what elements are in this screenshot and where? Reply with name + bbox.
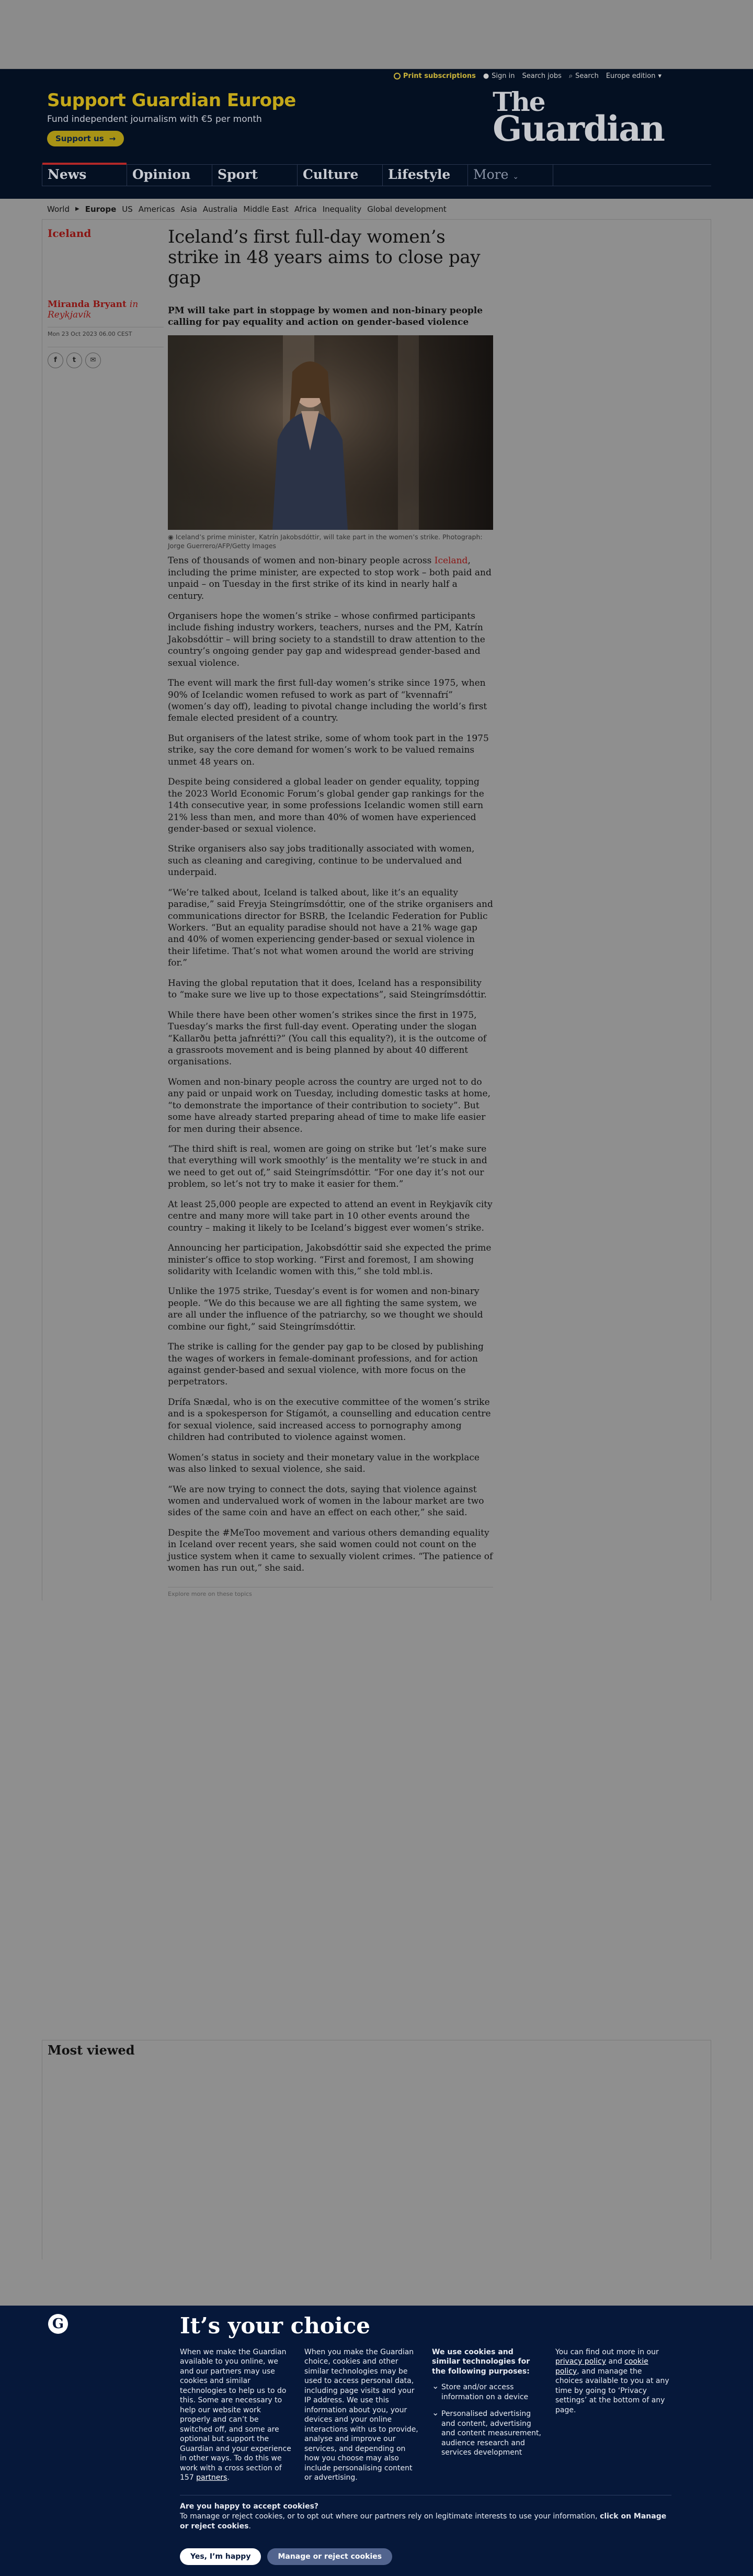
paragraph: Drífa Snædal, who is on the executive committee of the women’s strike and is a spokesperson for Stígamót, a counselling and education centre for sexual violence, said increased access to pornography among children had contributed to violence against women. [168, 1397, 491, 1443]
most-viewed-heading: Most viewed [48, 2042, 135, 2058]
article-meta-column [42, 220, 168, 247]
consent-title: It’s your choice [180, 2313, 371, 2339]
hero-photo-svg [168, 335, 493, 530]
top-links [394, 72, 661, 80]
nav-item-opinion[interactable]: Opinion [127, 165, 212, 186]
subnav-world[interactable]: World [47, 204, 70, 214]
paragraph: “We’re talked about, Iceland is talked about, like it’s an equality paradise,” said Freyja Steingrímsdóttir, one of the strike organisers and communications director for BSRB, the Icelandic Federation for Public Workers. “But an equality paradise should not have a 21% wage gap and 40% of women experiencing gender-based or sexual violence in their lifetime. That’s not what women around the world are striving for.” [168, 887, 493, 969]
most-viewed-section [42, 2040, 711, 2260]
cookie-policy-link[interactable]: cookie policy [555, 2357, 648, 2376]
subnav-global-development[interactable]: Global development [367, 204, 447, 214]
paragraph: “We are now trying to connect the dots, saying that violence against women and undervalued work of women in the labour market are two sides of the same coin and have an effect on each other,” she said. [168, 1484, 484, 1518]
top-ad-slot [0, 0, 753, 69]
ad-slot-1 [42, 1601, 711, 1731]
edition-selector[interactable]: Europe edition ▾ [606, 72, 661, 80]
paragraph: Announcing her participation, Jakobsdóttir said she expected the prime minister’s office to stop working. “First and foremost, I am showing solidarity with Icelandic women with this,” she told mbl.is. [168, 1243, 492, 1277]
share-buttons [48, 347, 164, 368]
nav-item-culture[interactable]: Culture [298, 165, 383, 186]
subnav-australia[interactable]: Australia [202, 204, 238, 214]
main-nav [42, 164, 711, 186]
topics-label: Explore more on these topics [168, 1587, 493, 1597]
camera-icon: ◉ [168, 533, 174, 541]
paragraph-1: Tens of thousands of women and non-binary people across Iceland, including the prime minister, are expected to stop work – both paid and unpaid – on Tuesday in the first strike of its kind in nearly half a century. [168, 555, 492, 602]
paragraph: Women’s status in society and their monetary value in the workplace was also linked to sexual violence, she said. [168, 1452, 480, 1475]
paragraph: “The third shift is real, women are going on strike but ‘let’s make sure that everything will work smoothly’ is the mentality we’re stuck in and we need to get out of,” said Steingrímsdóttir. “For one day it’s not our problem, so let’s not try to make it easier for them.” [168, 1144, 487, 1190]
paragraph: Unlike the 1975 strike, Tuesday’s event is for women and non-binary people. “We do this because we are all fighting the same system, we are all under the influence of the patriarchy, so we thought we should combine our fight,” said Steingrímsdóttir. [168, 1286, 483, 1332]
search-jobs-link[interactable]: Search jobs [522, 72, 562, 80]
paragraph: While there have been other women’s strikes since the first in 1975, Tuesday’s marks the first full-day event. Operating under the slogan “Kallarðu þetta jafnrétti?” (You call this equality?), it is the outcome of a grassroots movement and is being planned by about 40 different organisations. [168, 1009, 487, 1068]
chevron-down-icon: ⌄ [512, 173, 519, 181]
subnav-europe[interactable]: Europe [85, 204, 117, 214]
paragraph: But organisers of the latest strike, some of whom took part in the 1975 strike, say the core demand for women’s work to be valued remains unmet 48 years on. [168, 733, 489, 767]
accept-question: Are you happy to accept cookies? [180, 2502, 319, 2511]
partners-link[interactable]: partners [196, 2473, 227, 2482]
subnav-africa[interactable]: Africa [294, 204, 317, 214]
support-us-button[interactable]: Support us → [47, 131, 124, 146]
article-container [42, 220, 711, 1601]
ad-slot-3 [42, 1862, 711, 2040]
accept-cookies-button[interactable]: Yes, I’m happy [180, 2548, 261, 2565]
byline [48, 299, 164, 368]
hero-image[interactable] [168, 335, 493, 530]
paragraph: Women and non-binary people across the country are urged not to do any paid or unpaid work on Tuesday, including domestic tasks at home, “to demonstrate the importance of their contribution to society”. But some have already started preparing ahead of time to make life easier for men during their absence. [168, 1076, 491, 1134]
arrow-right-icon: → [109, 134, 116, 143]
section-label[interactable]: Iceland [48, 227, 92, 240]
nav-item-more[interactable]: More ⌄ [468, 165, 553, 186]
consent-column-4: You can find out more in our privacy policy and cookie policy, and manage the choices available to you at any time by going to ‘Privacy settings’ at the bottom of any page. [555, 2348, 669, 2414]
paragraph: Organisers hope the women’s strike – whose confirmed participants include fishing industry workers, teachers, nurses and the PM, Katrín Jakobsdóttir – will bring society to a standstill to draw attention to the country’s ongoing gender pay gap and widespread gender-based and sexual violence. [168, 610, 485, 668]
subnav-asia[interactable]: Asia [180, 204, 197, 214]
subnav-us[interactable]: US [122, 204, 133, 214]
paragraph: Despite the #MeToo movement and various others demanding equality in Iceland over recent years, she said women could not count on the justice system when it came to sexually violent crimes. “The patience of women has run out,” she said. [168, 1527, 493, 1574]
nav-item-news[interactable]: News [42, 165, 127, 186]
consent-column-2: When you make the Guardian choice, cookies and other similar technologies may be used to access personal data, including page visits and your IP address. We use this information about you, your devices and your online interactions with us to provide, analyse and improve our services, and depending on how you choose may also include personalising content or advertising. [304, 2348, 418, 2482]
consent-column-3 [432, 2347, 544, 2465]
paragraph: At least 25,000 people are expected to attend an event in Reykjavík city centre and many more will take part in 10 other events around the country – making it likely to be Iceland’s biggest ever women’s strike. [168, 1199, 493, 1233]
article-body [168, 220, 493, 1649]
sub-nav [42, 199, 711, 220]
paragraph: Strike organisers also say jobs traditionally associated with women, such as cleaning and caregiving, continue to be undervalued and underpaid. [168, 844, 475, 878]
author-name[interactable]: Miranda Bryant [48, 299, 127, 310]
article-standfirst: PM will take part in stoppage by women and non-binary people calling for pay equality and action on gender-based violence [168, 305, 483, 328]
paragraph: The strike is calling for the gender pay gap to be closed by publishing the wages of workers in female-dominant professions, and for action against gender-based and sexual violence, with more focus on the perpetrators. [168, 1342, 484, 1388]
caret-right-icon: ▶ [75, 206, 79, 212]
subnav-americas[interactable]: Americas [138, 204, 175, 214]
image-caption: ◉ Iceland’s prime minister, Katrín Jakobsdóttir, will take part in the women’s strike. Photograph: Jorge Guerrero/AFP/Getty Images [168, 533, 483, 550]
purposes-heading: We use cookies and similar technologies for the following purposes: [432, 2348, 530, 2376]
nav-item-sport[interactable]: Sport [212, 165, 298, 186]
accept-prompt: Are you happy to accept cookies? To manage or reject cookies, or to opt out where our partners rely on legitimate interests to use your information, click on Manage or reject cookies. [180, 2495, 671, 2532]
manage-cookies-button[interactable]: Manage or reject cookies [267, 2548, 392, 2565]
consent-column-1: When we make the Guardian available to you online, we and our partners may use cookies and similar technologies to help us to do this. Some are necessary to help our website work properly and can’t be switched off, and some are optional but support the Guardian and your experience in other ways. To do this we work with a cross section of 157 partners. [180, 2348, 291, 2482]
purpose-item[interactable]: ⌄ Store and/or access information on a device [432, 2382, 544, 2402]
paragraph: Despite being considered a global leader on gender equality, topping the 2023 World Economic Forum’s global gender gap rankings for the 14th consecutive year, in some professions Icelandic women still earn 21% less than men, and more than 40% of women have experienced gender-based or sexual violence. [168, 777, 484, 834]
paragraph: The event will mark the first full-day women’s strike since 1975, when 90% of Icelandic women refused to work as part of “kvennafrí” (women’s day off), leading to pivotal change including the world’s first female elected president of a country. [168, 678, 487, 724]
sign-in-link[interactable]: ● Sign in [483, 72, 515, 80]
ad-slot-2 [42, 1731, 711, 1862]
nav-item-lifestyle[interactable]: Lifestyle [383, 165, 468, 186]
email-icon[interactable]: ✉ [85, 353, 101, 368]
privacy-policy-link[interactable]: privacy policy [555, 2357, 607, 2366]
support-title: Support Guardian Europe [47, 90, 296, 111]
paragraph: Having the global reputation that it does, Iceland has a responsibility to “make sure we live up to those expectations”, said Steingrímsdóttir. [168, 978, 487, 1001]
print-subscriptions-link[interactable]: Print subscriptions [394, 72, 476, 80]
author-location: in Reykjavík [48, 299, 139, 321]
guardian-roundel-icon: G [48, 2314, 68, 2334]
purpose-item[interactable]: ⌄ Personalised advertising and content, advertising and content measurement, audience research and services development [432, 2409, 544, 2457]
iceland-link[interactable]: Iceland [434, 555, 468, 566]
user-icon: ● [483, 72, 489, 80]
facebook-icon[interactable]: f [48, 353, 63, 368]
search-icon: ⌕ [568, 72, 573, 80]
site-header [0, 69, 753, 199]
twitter-icon[interactable]: t [66, 353, 82, 368]
article-headline: Iceland’s first full-day women’s strike in 48 years aims to close pay gap [168, 226, 481, 289]
chevron-down-icon: ▾ [658, 72, 661, 80]
subnav-inequality[interactable]: Inequality [322, 204, 362, 214]
cookie-consent-banner [0, 2306, 753, 2576]
publish-date: Mon 23 Oct 2023 06.00 CEST [48, 327, 164, 337]
search-link[interactable]: ⌕ Search [568, 72, 599, 80]
print-icon [394, 73, 401, 80]
guardian-logo[interactable]: The Guardian [493, 86, 664, 149]
subnav-middle-east[interactable]: Middle East [243, 204, 289, 214]
support-subtitle: Fund independent journalism with €5 per month [47, 114, 262, 124]
